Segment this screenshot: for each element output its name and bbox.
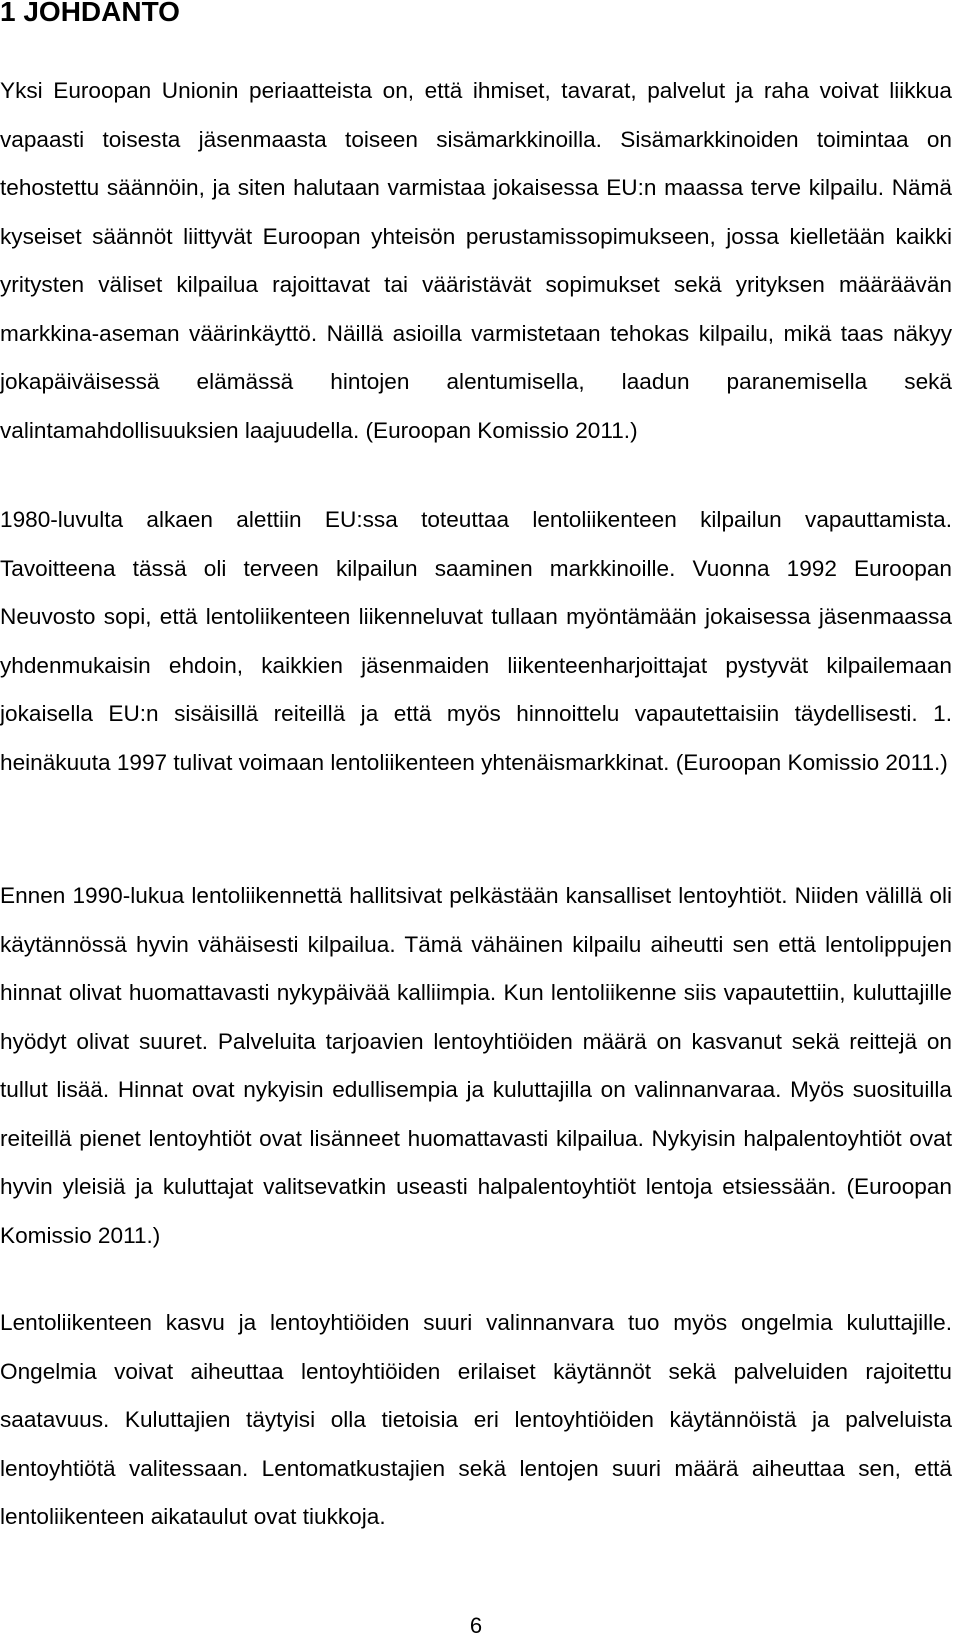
section-heading: 1 JOHDANTO (0, 0, 180, 27)
paragraph-consumer-problems: Lentoliikenteen kasvu ja lentoyhtiöiden suuri valinnanvara tuo myös ongelmia kuluttajille. Ongelmia voivat aiheuttaa lentoyhtiöiden erilaiset käytännöt sekä palveluiden rajoitettu saatavuus. Kuluttajien täytyisi olla tietoisia eri lentoyhtiöiden käytännöistä ja palveluista lentoyhtiötä valitessaan. Lentomatkustajien sekä lentojen suuri määrä aiheuttaa sen, että lentoliikenteen aikataulut ovat tiukkoja. (0, 1310, 952, 1529)
page-number: 6 (469, 1613, 483, 1638)
paragraph-eu-principles: Yksi Euroopan Unionin periaatteista on, että ihmiset, tavarat, palvelut ja raha voivat liikkua vapaasti toisesta jäsenmaasta toiseen sisämarkkinoilla. Sisämarkkinoiden toimintaa on tehostettu säännöin, ja siten halutaan varmistaa jokaisessa EU:n maassa terve kilpailu. Nämä kyseiset säännöt liittyvät Euroopan yhteisön perustamissopimukseen, jossa kielletään kaikki yritysten väliset kilpailua rajoittavat tai vääristävät sopimukset sekä yrityksen määräävän markkina-aseman väärinkäyttö. Näillä asioilla varmistetaan tehokas kilpailu, mikä taas näkyy jokapäiväisessä elämässä hintojen alentumisella, laadun paranemisella sekä valintamahdollisuuksien laajuudella. (Euroopan Komissio 2011.) (0, 78, 952, 443)
paragraph-national-airlines: Ennen 1990-lukua lentoliikennettä hallitsivat pelkästään kansalliset lentoyhtiöt. Niiden välillä oli käytännössä hyvin vähäisesti kilpailua. Tämä vähäinen kilpailu aiheutti sen että lentolippujen hinnat olivat huomattavasti nykypäivää kalliimpia. Kun lentoliikenne siis vapautettiin, kuluttajille hyödyt olivat suuret. Palveluita tarjoavien lentoyhtiöiden määrä on kasvanut sekä reittejä on tullut lisää. Hinnat ovat nykyisin edullisempia ja kuluttajilla on valinnanvaraa. Myös suosituilla reiteillä pienet lentoyhtiöt ovat lisänneet huomattavasti kilpailua. Nykyisin halpalentoyhtiöt ovat hyvin yleisiä ja kuluttajat valitsevatkin useasti halpalentoyhtiöt lentoja etsiessään. (Euroopan Komissio 2011.) (0, 883, 952, 1248)
paragraph-liberalization-history: 1980-luvulta alkaen alettiin EU:ssa toteuttaa lentoliikenteen kilpailun vapauttamista. Tavoitteena tässä oli terveen kilpailun saaminen markkinoille. Vuonna 1992 Euroopan Neuvosto sopi, että lentoliikenteen liikenneluvat tullaan myöntämään jokaisessa jäsenmaassa yhdenmukaisin ehdoin, kaikkien jäsenmaiden liikenteenharjoittajat pystyvät kilpailemaan jokaisella EU:n sisäisillä reiteillä ja että myös hinnoittelu vapautettaisiin täydellisesti. 1. heinäkuuta 1997 tulivat voimaan lentoliikenteen yhtenäismarkkinat. (Euroopan Komissio 2011.) (0, 507, 952, 775)
